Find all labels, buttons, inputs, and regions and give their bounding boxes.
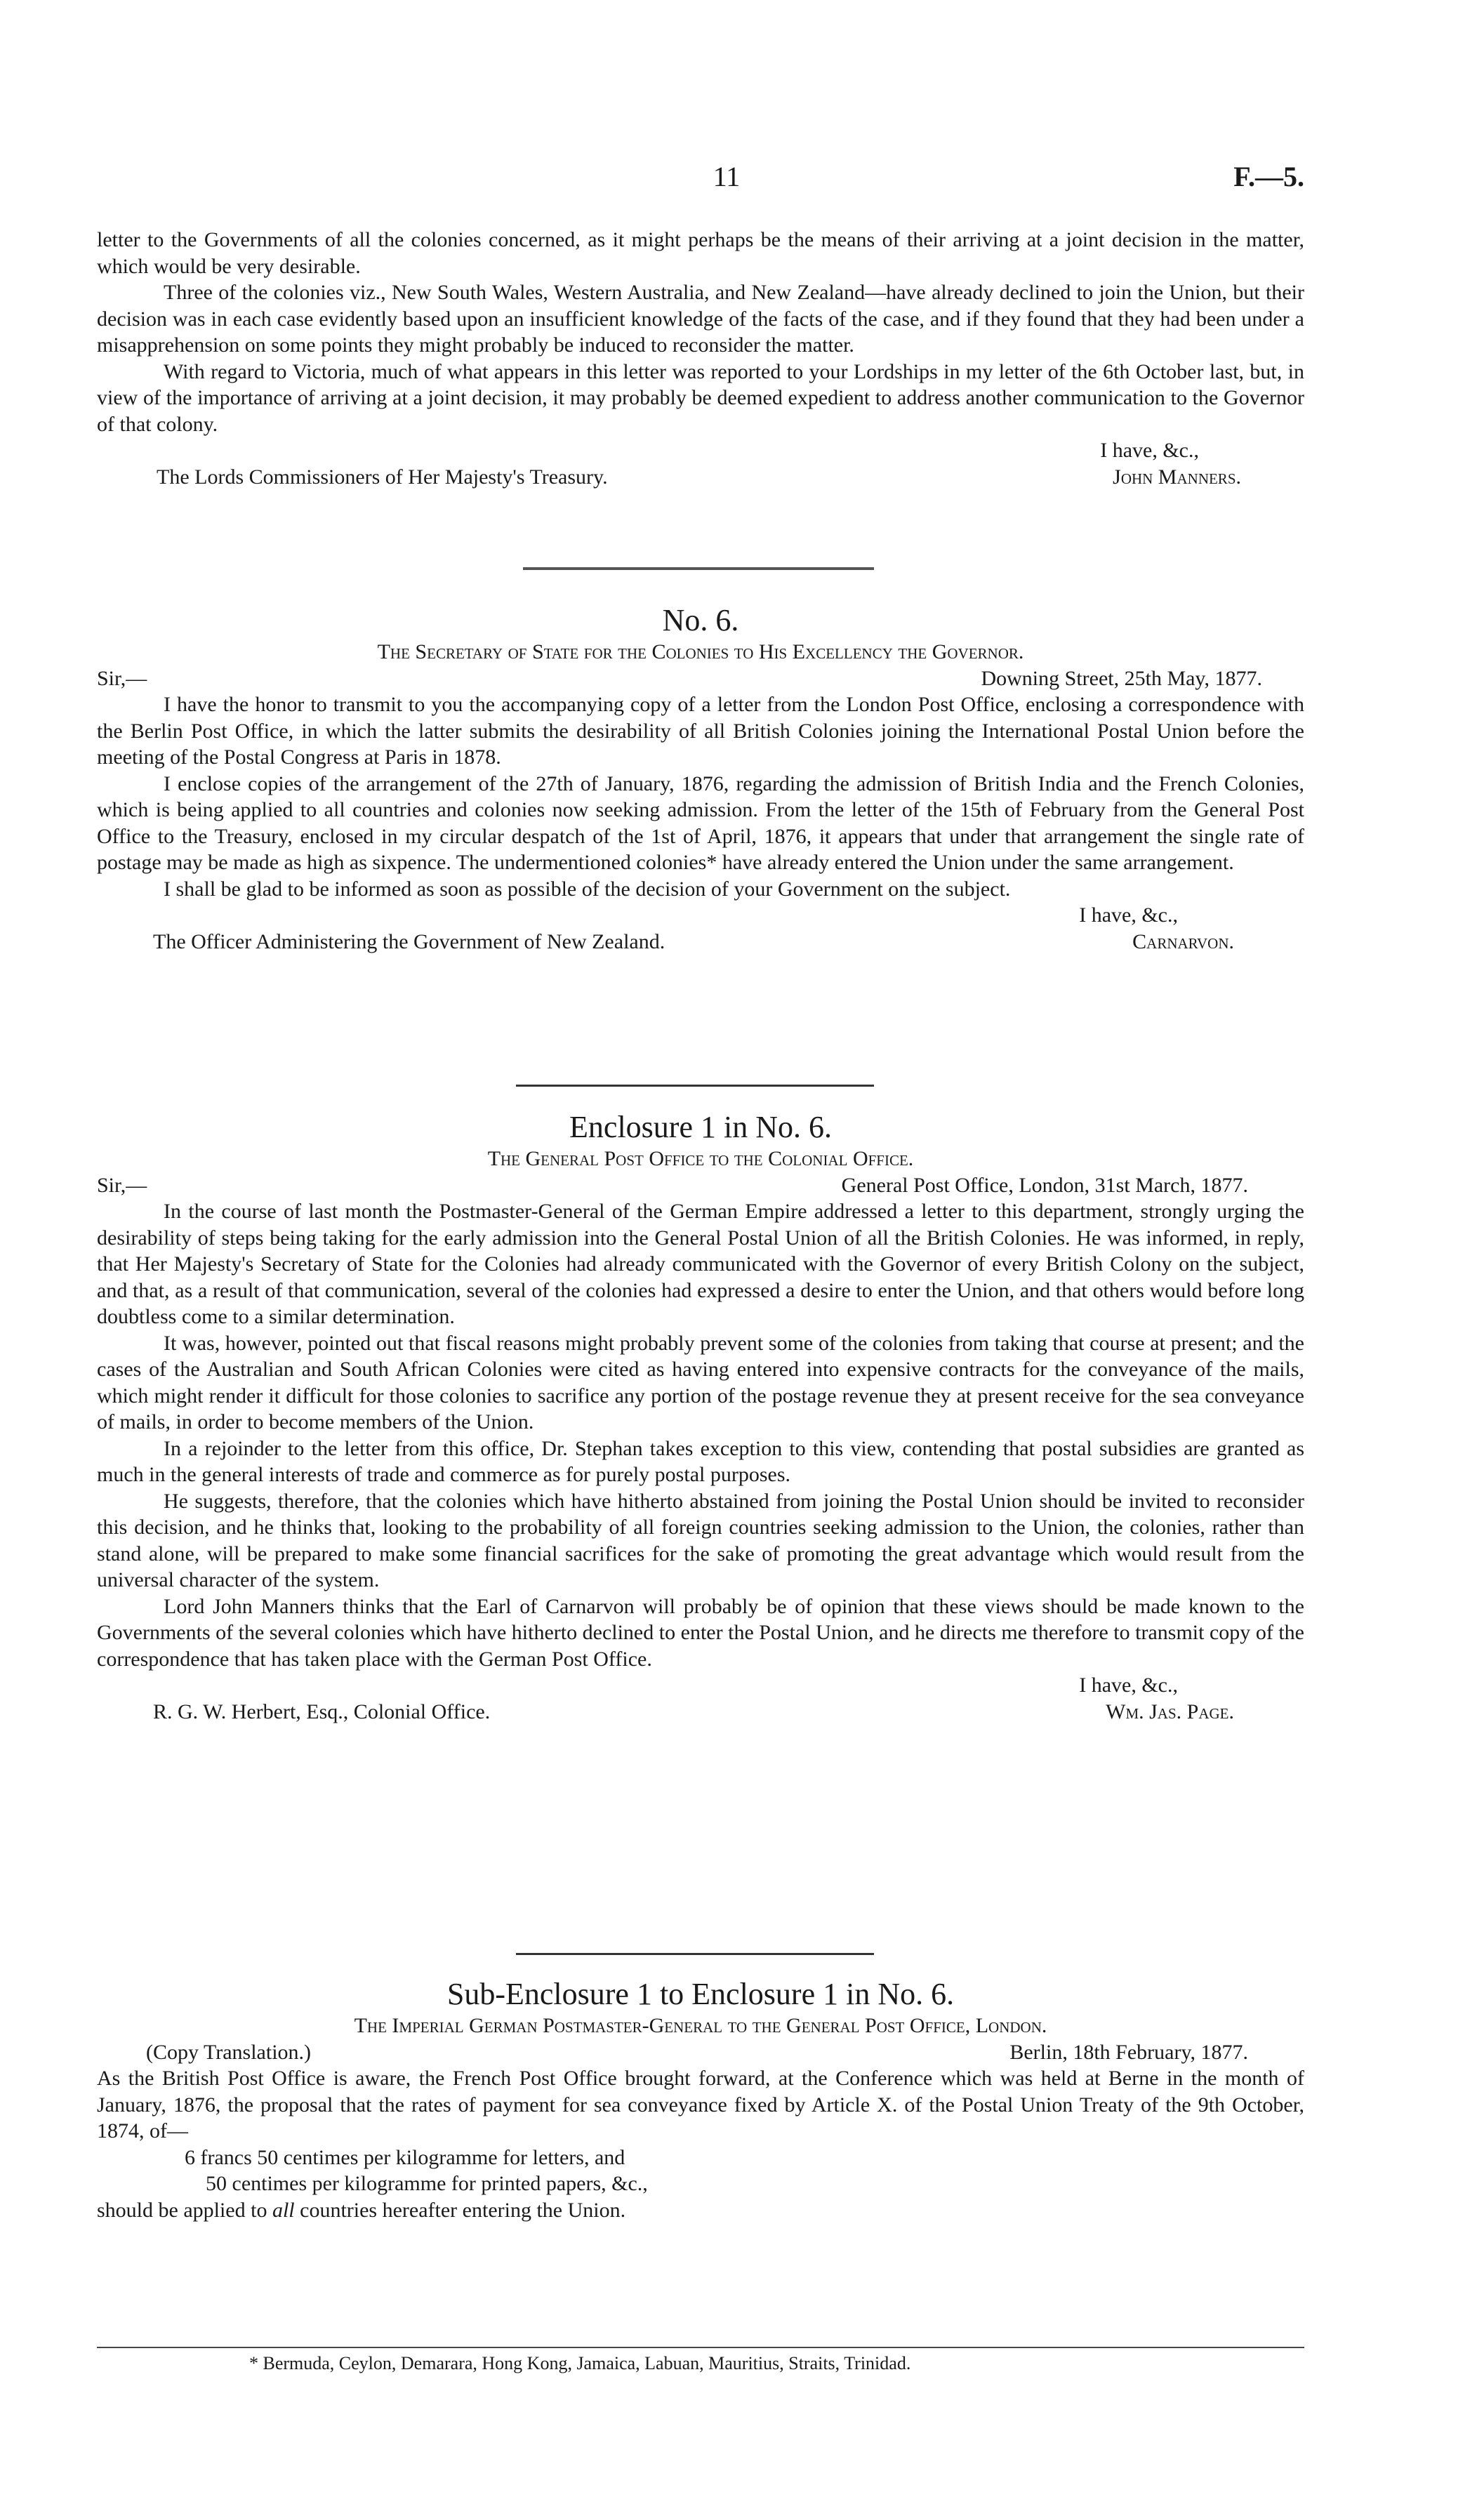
- no6-paragraph-1: I have the honor to transmit to you the accompanying copy of a letter from the London Post Office, enclosing a correspondence with the Berlin Post Office, in which the latter submits the desirability of all British Colonies joining the International Postal Union before the meeting of the Postal Congress at Paris in 1878.: [97, 693, 1304, 769]
- no6-paragraph-2: I enclose copies of the arrangement of the 27th of January, 1876, regarding the admission of British India and the French Colonies, which is being applied to all countries and colonies now seeking admission. From the letter of the 15th of February from the General Post Office to the Treasury, enclosed in my circular despatch of the 1st of April, 1876, it appears that under that arrangement the single rate of postage may be made as high as sixpence. The undermentioned colonies* have already entered the Union under the same arrangement.: [97, 771, 1304, 874]
- intro-paragraph-1: letter to the Governments of all the colonies concerned, as it might perhaps be the means of their arriving at a joint decision in the matter, which would be very desirable.: [97, 228, 1304, 278]
- enc1-closing: I have, &c.,: [1079, 1674, 1178, 1697]
- subenc1-section: [97, 1976, 1304, 2223]
- subenc1-from-to: The Imperial German Postmaster-General to the General Post Office, London.: [354, 2014, 1047, 2037]
- enc1-addressee: R. G. W. Herbert, Esq., Colonial Office.: [153, 1700, 491, 1723]
- no6-closing: I have, &c.,: [1079, 903, 1178, 927]
- section-divider-1: [523, 567, 874, 570]
- enc1-from-to: The General Post Office to the Colonial Office.: [487, 1147, 914, 1170]
- enc1-title: Enclosure 1 in No. 6.: [569, 1110, 832, 1144]
- enc1-paragraph-2: It was, however, pointed out that fiscal reasons might probably prevent some of the colonies from taking that course at present; and the cases of the Australian and South African Colonies were cited as having entered into expensive contracts for the conveyance of the mails, which might render it difficult for those colonies to sacrifice any portion of the postage revenue they at present receive for the sea conveyance of mails, in order to become members of the Union.: [97, 1331, 1304, 1433]
- no6-from-to: The Secretary of State for the Colonies to His Excellency the Governor.: [377, 640, 1024, 663]
- no6-place-date: Downing Street, 25th May, 1877.: [981, 666, 1262, 690]
- no6-paragraph-3: I shall be glad to be informed as soon as possible of the decision of your Government on the subject.: [164, 877, 1011, 901]
- subenc1-p2-post: countries hereafter entering the Union.: [294, 2198, 626, 2222]
- enc1-paragraph-4: He suggests, therefore, that the colonies which have hitherto abstained from joining the Postal Union should be invited to reconsider this decision, and he thinks that, looking to the probability of all foreign countries seeking admission to the Union, the colonies, rather than stand alone, will be prepared to make some financial sacrifices for the sake of promoting the great advantage which would result from the universal character of the system.: [97, 1489, 1304, 1591]
- subenc1-note: (Copy Translation.): [146, 2040, 312, 2064]
- no6-title: No. 6.: [662, 603, 739, 637]
- intro-addressee: The Lords Commissioners of Her Majesty's Treasury.: [157, 465, 608, 489]
- document-ref: F.—5.: [1233, 161, 1304, 192]
- enc1-closing-signoff-row: [97, 1672, 1304, 1699]
- footnote-rule: [97, 2347, 1304, 2348]
- enc1-place-date: General Post Office, London, 31st March, 1877.: [841, 1173, 1248, 1197]
- intro-paragraph-2: Three of the colonies viz., New South Wales, Western Australia, and New Zealand—have already declined to join the Union, but their decision was in each case evidently based upon an insufficient knowledge of the facts of the case, and if they found that they had been under a misapprehension on some points they might probably be induced to reconsider the matter.: [97, 281, 1304, 357]
- intro-closing-row: [97, 437, 1304, 464]
- no6-signature: Carnarvon.: [1132, 929, 1234, 953]
- subenc1-p2-pre: should be applied to: [97, 2198, 272, 2222]
- no6-closing-row: [97, 902, 1304, 929]
- enc1-paragraph-1: In the course of last month the Postmaster-General of the German Empire addressed a letter to this department, strongly urging the desirability of steps being taking for the early admission into the General Postal Union of all the British Colonies. He was informed, in reply, that Her Majesty's Secretary of State for the Colonies had already communicated with the Governor of every British Colony on the subject, and that, as a result of that communication, several of the colonies had expressed a desire to enter the Union, and that others would before long doubtless come to a similar determination.: [97, 1200, 1304, 1328]
- section-divider-2: [516, 1085, 874, 1087]
- enc1-salutation: Sir,—: [97, 1173, 147, 1197]
- subenc1-note-row: [97, 2039, 1304, 2066]
- enc1-paragraph-3: In a rejoinder to the letter from this office, Dr. Stephan takes exception to this view, contending that postal subsidies are granted as much in the general interests of trade and commerce as for purely postal purposes.: [97, 1436, 1304, 1486]
- no6-addressee-row: [97, 929, 1304, 955]
- enc1-addressee-row: [97, 1699, 1304, 1725]
- subenc1-rate-printed: 50 centimes per kilogramme for printed papers, &c.,: [206, 2172, 648, 2195]
- enc1-paragraph-5: Lord John Manners thinks that the Earl of Carnarvon will probably be of opinion that these views should be made known to the Governments of the several colonies which have hitherto declined to enter the Postal Union, and he directs me therefore to transmit copy of the correspondence that has taken place with the German Post Office.: [97, 1594, 1304, 1671]
- section-divider-3: [516, 1953, 874, 1955]
- subenc1-rate-letters: 6 francs 50 centimes per kilogramme for letters, and: [185, 2145, 625, 2169]
- intro-section: [97, 227, 1304, 490]
- enc1-signature: Wm. Jas. Page.: [1106, 1700, 1234, 1723]
- subenc1-paragraph-1: As the British Post Office is aware, the French Post Office brought forward, at the Conference which was held at Berne in the month of January, 1876, the proposal that the rates of payment for sea conveyance fixed by Article X. of the Postal Union Treaty of the 9th October, 1874, of—: [97, 2067, 1304, 2142]
- intro-addressee-row: [97, 464, 1304, 491]
- enc1-salutation-row: [97, 1172, 1304, 1199]
- enc1-section: [97, 1109, 1304, 1725]
- page-number: 11: [713, 161, 741, 192]
- no6-addressee: The Officer Administering the Government of New Zealand.: [153, 929, 665, 953]
- subenc1-p2-emphasis: all: [272, 2198, 295, 2222]
- subenc1-place-date: Berlin, 18th February, 1877.: [1009, 2040, 1248, 2064]
- no6-salutation: Sir,—: [97, 666, 147, 690]
- subenc1-paragraph-2: [97, 2197, 1304, 2224]
- intro-signature: John Manners.: [1113, 465, 1241, 489]
- footnote: * Bermuda, Ceylon, Demarara, Hong Kong, Jamaica, Labuan, Mauritius, Straits, Trinidad.: [249, 2353, 911, 2373]
- intro-closing: I have, &c.,: [1100, 439, 1199, 462]
- no6-salutation-row: [97, 665, 1304, 692]
- no6-section: [97, 602, 1304, 955]
- subenc1-title: Sub-Enclosure 1 to Enclosure 1 in No. 6.: [446, 1977, 955, 2011]
- intro-paragraph-3: With regard to Victoria, much of what appears in this letter was reported to your Lordships in my letter of the 6th October last, but, in view of the importance of arriving at a joint decision, it may probably be deemed expedient to address another communication to the Governor of that colony.: [97, 359, 1304, 436]
